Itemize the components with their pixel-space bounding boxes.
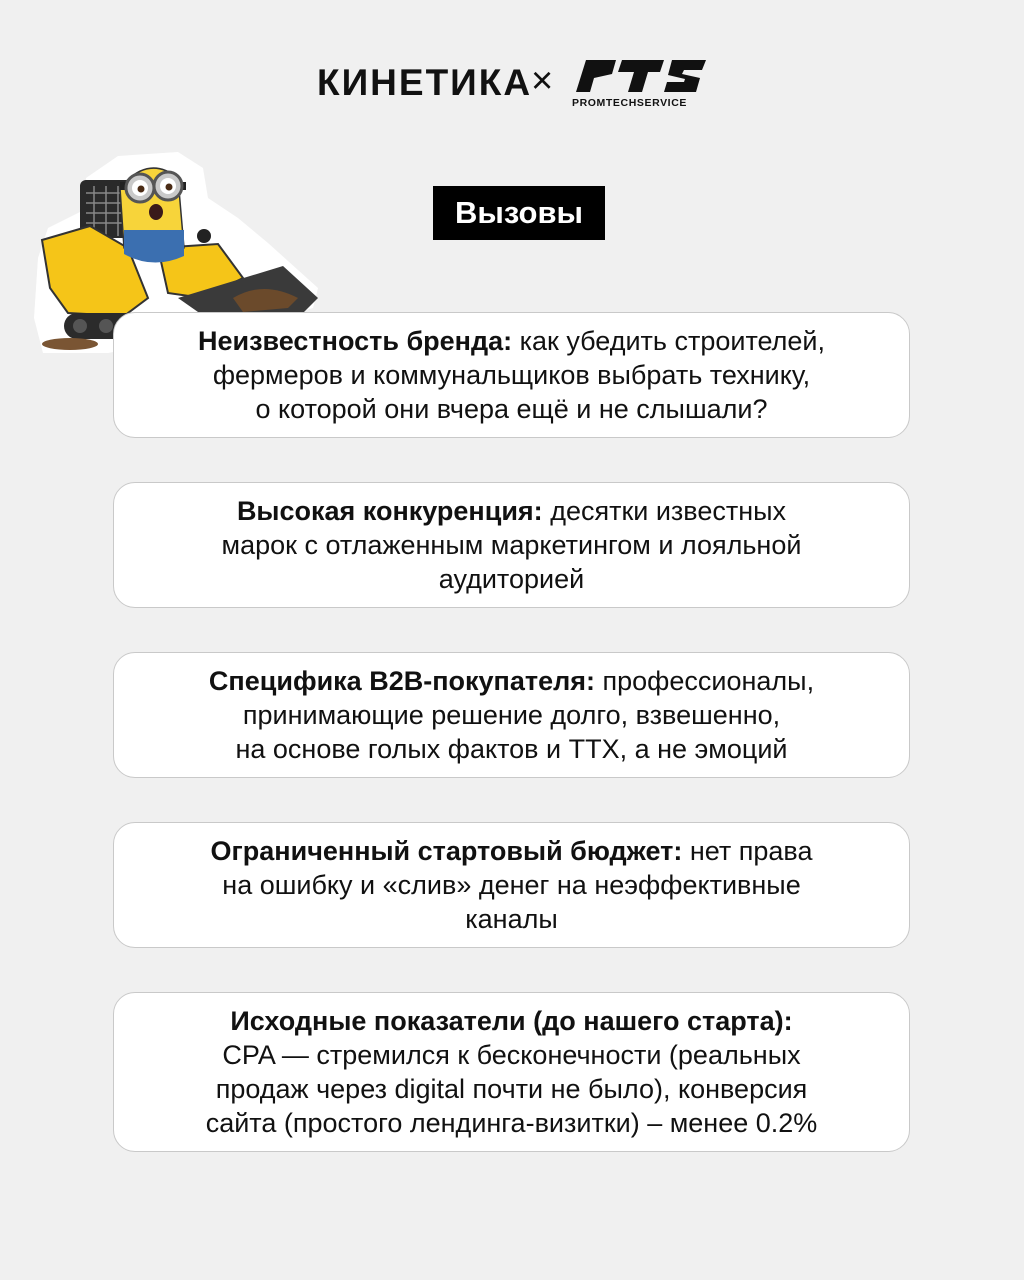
card-heading: Ограниченный стартовый бюджет: <box>210 836 683 866</box>
card-text <box>198 324 825 426</box>
card-line: нет права <box>682 836 813 866</box>
card-line: о которой они вчера ещё и не слышали? <box>255 394 768 424</box>
card-text <box>211 834 813 936</box>
card-line: на ошибку и «слив» денег на неэффективные <box>222 870 801 900</box>
card-line: сайта (простого лендинга-визитки) – менее 0.2% <box>205 1108 818 1138</box>
card-line: каналы <box>465 904 558 934</box>
card-text <box>206 1004 818 1140</box>
card-line: фермеров и коммунальщиков выбрать технику, <box>212 360 811 390</box>
card-heading: Высокая конкуренция: <box>236 496 543 526</box>
card-line: продаж через digital почти не было), конверсия <box>215 1074 808 1104</box>
challenge-card-budget <box>113 822 910 948</box>
card-text <box>222 494 802 596</box>
challenge-card-baseline-metrics <box>113 992 910 1152</box>
card-heading: Специфика B2B-покупателя: <box>208 666 595 696</box>
card-line: профессионалы, <box>595 666 815 696</box>
header <box>0 50 1024 120</box>
challenge-card-b2b-buyer <box>113 652 910 778</box>
card-line: десятки известных <box>542 496 787 526</box>
kinetika-logo-text: КИНЕТИКА <box>317 62 533 103</box>
card-text <box>209 664 814 766</box>
pts-logo-subtitle: PROMTECHSERVICE <box>572 97 687 109</box>
card-line: на основе голых фактов и ТТХ, а не эмоций <box>235 734 788 764</box>
card-line: CPA — стремился к бесконечности (реальных <box>222 1040 801 1070</box>
challenge-card-brand-awareness <box>113 312 910 438</box>
card-line: аудиторией <box>438 564 585 594</box>
card-heading: Исходные показатели (до нашего старта): <box>230 1006 793 1036</box>
card-line: как убедить строителей, <box>512 326 826 356</box>
challenge-card-competition <box>113 482 910 608</box>
card-line: принимающие решение долго, взвешенно, <box>242 700 781 730</box>
collab-separator: × <box>531 60 554 102</box>
card-heading: Неизвестность бренда: <box>197 326 513 356</box>
card-line: марок с отлаженным маркетингом и лояльной <box>221 530 802 560</box>
page-title: Вызовы <box>433 186 605 240</box>
pts-logo-icon <box>572 56 708 96</box>
